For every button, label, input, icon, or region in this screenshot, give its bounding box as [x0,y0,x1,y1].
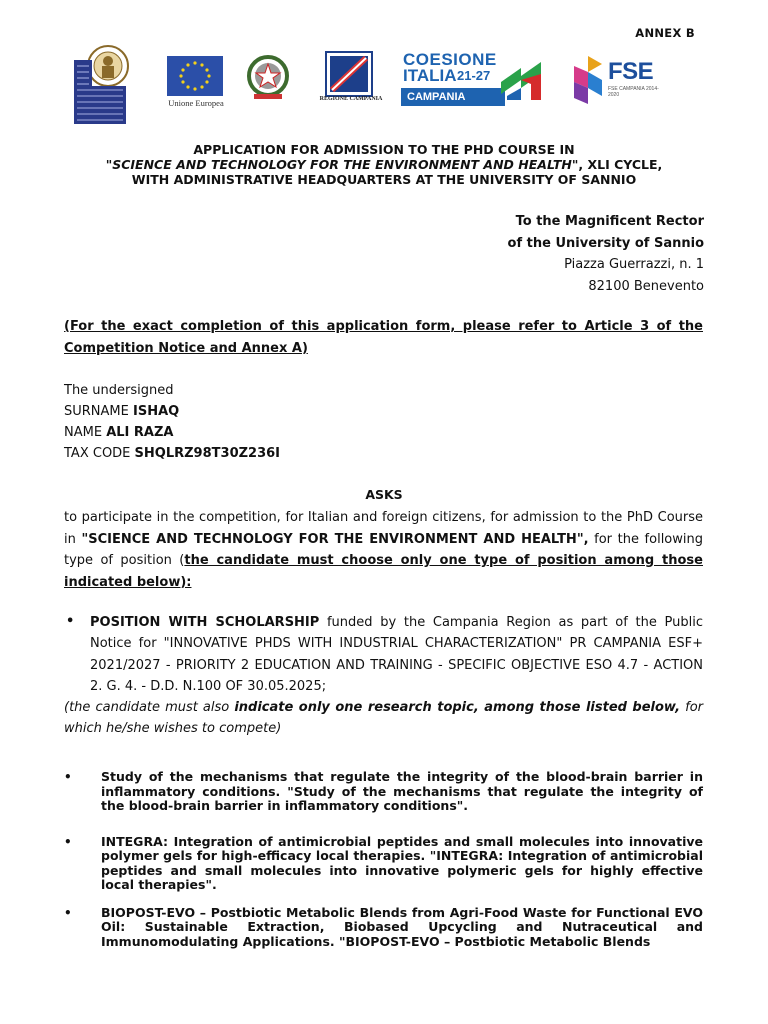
tax-code-row: TAX CODE SHQLRZ98T30Z236I [64,446,281,461]
name-value: ALI RAZA [106,425,174,440]
recipient-line2: of the University of Sannio [507,235,704,251]
completion-note: (For the exact completion of this application form, please refer to Article 3 of the Competition Notice and Annex A) [64,319,703,356]
surname-value: ISHAQ [133,404,180,419]
course-name: SCIENCE AND TECHNOLOGY FOR THE ENVIRONMENT AND HEALTH [112,157,572,172]
coesione-logo [399,50,549,108]
bullet-icon: • [64,770,72,784]
coesione-line2: ITALIA [403,66,457,85]
recipient-city: 82100 Benevento [588,278,704,294]
annex-label: ANNEX B [635,26,695,40]
name-row: NAME ALI RAZA [64,425,174,440]
bullet-icon: • [66,614,75,629]
unisannio-logo [74,44,130,126]
bullet-icon: • [64,905,72,920]
logo-strip [74,44,694,128]
italian-emblem-logo [246,50,290,108]
position-label: POSITION WITH SCHOLARSHIP [90,615,320,630]
position-text: POSITION WITH SCHOLARSHIP funded by the Campania Region as part of the Public Notice for "INNOVATIVE PHDS WITH INDUSTRIAL CHARACTERIZATION" PR CAMPANIA ESF+ 2021/2027 - PRIORITY 2 EDUCATION AND TRAINING - SPECIFIC OBJECTIVE ESO 4.7 - ACTION 2. G. 4. - D.D. N.100 OF 30.05.2025; [90,615,703,694]
fse-mark-icon [574,56,604,104]
asks-heading: ASKS [365,487,403,502]
fse-title: FSE [608,58,654,85]
position-instruction: the candidate must choose only one type of position among those indicated below): [64,553,703,590]
regione-caption: REGIONE CAMPANIA [319,96,383,102]
tax-code-value: SHQLRZ98T30Z236I [134,446,281,461]
topic-instruction: (the candidate must also indicate only one research topic, among those listed below, for which he/she wishes to compete) [64,700,703,737]
course-title-bold: "SCIENCE AND TECHNOLOGY FOR THE ENVIRONMENT AND HEALTH", [81,531,589,547]
title-line3: WITH ADMINISTRATIVE HEADQUARTERS AT THE UNIVERSITY OF SANNIO [131,172,637,187]
recipient-line1: To the Magnificent Rector [515,214,704,229]
coesione-years: 21-27 [457,68,491,83]
recipient-address [508,211,704,297]
fse-subtitle: FSE CAMPANIA 2014-2020 [608,86,659,98]
coesione-line1: COESIONE [403,50,497,69]
document-title [0,142,768,187]
research-topic-item: • INTEGRA: Integration of antimicrobial peptides and small molecules into innovative polymer gels for high-efficacy local therapies. "INTEGRA: Integration of antimicrobial peptides and small molecules into innovative polymeric gels for highly effective local therapies". [64,833,703,892]
fse-logo [574,56,684,112]
research-topic-item: • BIOPOST-EVO – Postbiotic Metabolic Blends from Agri-Food Waste for Functional EVO Oil: Sustainable Extraction, Biobased Upcycling and Nutraceutical and Immunomodulating Applications. "BIOPOST-EVO – Postbiotic Metabolic Blends [64,904,703,949]
coesione-region: CAMPANIA [401,88,505,106]
coesione-arrow-icon [497,54,547,104]
recipient-street: Piazza Guerrazzi, n. 1 [564,257,704,272]
asks-paragraph: to participate in the competition, for Italian and foreign citizens, for admission to the PhD Course in "SCIENCE AND TECHNOLOGY FOR THE ENVIRONMENT AND HEALTH", for the following type of position (the candidate must choose only one type of position among those indicated below): [64,510,703,590]
research-topics-list [64,770,703,949]
bullet-icon: • [64,834,72,849]
title-line2: "SCIENCE AND TECHNOLOGY FOR THE ENVIRONMENT AND HEALTH", XLI CYCLE, [105,157,663,172]
surname-row: SURNAME ISHAQ [64,404,180,419]
applicant-identity [64,380,280,464]
eu-caption: Unione Europea [168,98,224,108]
identity-intro: The undersigned [64,383,174,398]
research-topic-item: • Study of the mechanisms that regulate the integrity of the blood-brain barrier in inflammatory conditions. "Study of the mechanisms that regulate the integrity of the blood-brain barrier in inflammatory conditions". [64,769,703,813]
title-line1: APPLICATION FOR ADMISSION TO THE PHD COURSE IN [193,142,575,157]
position-scholarship [64,612,703,740]
